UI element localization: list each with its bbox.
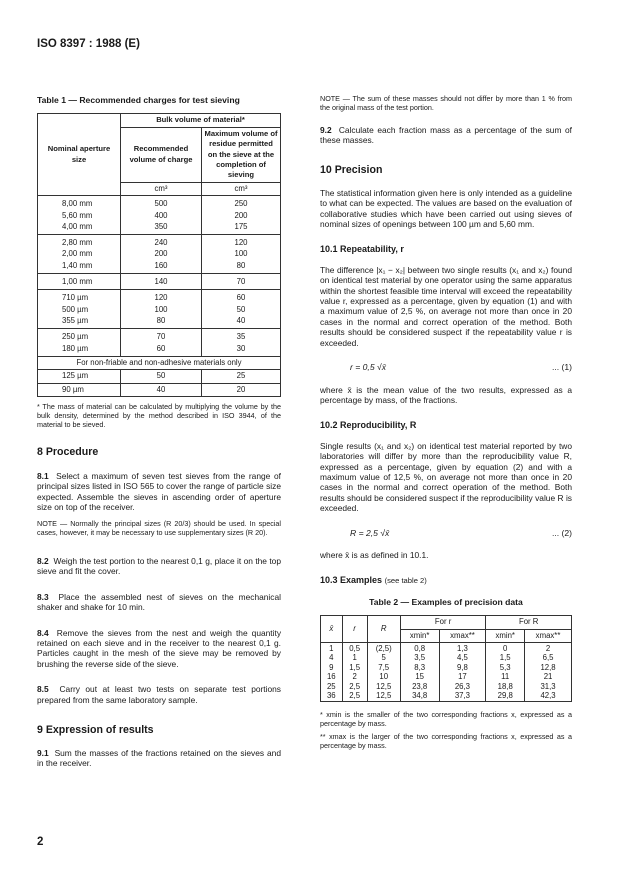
paragraph-10: The statistical information given here is only intended as a guideline to what can be expected. The values are based on the evaluation of collaborative studies which have been carried out using sieves of nominal sizes of openings between 100 µm and 5,60 mm. [320, 187, 572, 230]
table1-volume-cell-value: 120 [154, 293, 168, 303]
paragraph-9-1-number: 9.1 [37, 747, 49, 758]
section-10-3-title-text: 10.3 Examples [320, 575, 383, 586]
col-R-max-header: xmax** [525, 629, 572, 642]
equation-2-number: ... (2) [551, 527, 572, 538]
table1-residue-cell: 25 [202, 370, 281, 383]
equation-1-formula: r = 0,5 √x̄ [350, 362, 387, 373]
document-header: ISO 8397 : 1988 (E) [37, 38, 140, 50]
paragraph-10-1: The difference |x₁ − x₂| between two single results (x₁ and x₂) found on identical test material by one operator using the same apparatus within the shortest feasible time interval will exceed the repeatability value r, expressed as a percentage, given by equation (1) and with a maximum value of 2,5 %, on average not more than once in 20 cases in the normal and correct operation of the method. Both results should be considered suspect if the repeatability value r is exceeded. [320, 264, 572, 348]
table2-cell: 2 [545, 644, 551, 653]
note-9-1: NOTE — The sum of these masses should not differ by more than 1 % from the original mass of the test portion. [320, 94, 572, 112]
table2-caption-text: — Examples of precision data [398, 596, 523, 607]
table2-cell: 29,8 [497, 691, 513, 701]
table2-cell: 1 [352, 653, 357, 663]
paragraph-9-2 [320, 125, 572, 146]
paragraph-8-1-number: 8.1 [37, 470, 49, 481]
table1-residue-cell-value: 80 [236, 260, 246, 270]
table1-footnote: * The mass of material can be calculated by multiplying the volume by the bulk density, determined by the method described in ISO 3944, of the material to be sieved. [37, 402, 281, 429]
table1-volume-cell-value: 350 [154, 221, 168, 231]
paragraph-9-1-text: Sum the masses of the fractions retained on the sieves and in the receiver. [37, 747, 281, 768]
group-for-R-header: For R [486, 616, 572, 629]
section-10-1-title: 10.1 Repeatability, r [320, 244, 404, 255]
table1-residue-cell-value: 100 [234, 249, 248, 259]
table1-residue-cell-value: 60 [236, 293, 246, 303]
table1-aperture-cell-value: 1,00 mm [62, 277, 93, 287]
table1-residue-cell [202, 290, 281, 329]
section-10-3-title [320, 575, 572, 586]
table1-residue-cell-value: 70 [236, 277, 246, 287]
table2-cell: 10 [379, 672, 389, 682]
table1-aperture-cell [38, 274, 121, 290]
table1-aperture-cell: 125 µm [38, 370, 121, 383]
table1-recommended-charges [37, 113, 281, 397]
table2-cell: 5 [381, 653, 386, 663]
table1-aperture-cell-value: 2,00 mm [62, 249, 93, 259]
unit-recommended: cm³ [121, 182, 202, 195]
table1-residue-cell [202, 329, 281, 357]
table1-caption-text: — Recommended charges for test sieving [65, 95, 240, 105]
paragraph-8-1 [37, 471, 281, 513]
col-R-header: R [367, 616, 400, 643]
table2-cell: (2,5) [375, 644, 392, 653]
table1-aperture-cell-value: 180 µm [62, 343, 89, 353]
note-8-1: NOTE — Normally the principal sizes (R 20/3) should be used. In special cases, however, it may be necessary to use supplementary sizes (R 20). [37, 519, 281, 538]
table2-cell: 0,5 [349, 644, 361, 653]
table2-cell: 3,5 [414, 653, 426, 663]
table1-row-group [38, 196, 281, 235]
table1-residue-cell-value: 35 [236, 332, 246, 342]
equation-1-number: ... (1) [551, 362, 572, 373]
col-R-min-header: xmin* [486, 629, 525, 642]
table1-volume-cell-value: 100 [154, 304, 168, 314]
col-r-min-header: xmin* [400, 629, 439, 642]
table2-cell: 12,5 [376, 691, 392, 701]
col-r-header: r [342, 616, 367, 643]
col-xbar-header: x̄ [321, 616, 343, 643]
section-10-2-title: 10.2 Reproducibility, R [320, 420, 417, 431]
table1-row [38, 383, 281, 396]
paragraph-8-4-text: Remove the sieves from the nest and weigh the quantity retained on each sieve and in the receiver to the nearest 0,1 g. Particles caught in the mesh of the sieve may be removed by brushing the reverse side of the sieve. [37, 627, 282, 669]
page-number: 2 [37, 836, 44, 848]
table1-residue-cell-value: 120 [234, 238, 248, 248]
paragraph-8-5-number: 8.5 [37, 684, 49, 695]
table1-row-group [38, 274, 281, 290]
table2-caption [320, 597, 572, 607]
col-bulk-volume-header: Bulk volume of material* [121, 114, 281, 127]
paragraph-10-2-where: where x̄ is as defined in 10.1. [320, 549, 429, 560]
table1-caption-label: Table 1 [37, 95, 66, 105]
unit-maximum: cm³ [202, 182, 281, 195]
table1-aperture-cell [38, 235, 121, 274]
right-column [320, 95, 572, 751]
paragraph-8-5 [37, 684, 281, 705]
col-maximum-header: Maximum volume of residue permitted on the sieve at the completion of sieving [202, 127, 281, 182]
table1-volume-cell: 50 [121, 370, 202, 383]
table1-residue-cell [202, 235, 281, 274]
table1-volume-cell: 40 [121, 383, 202, 396]
table2-cell: 4 [329, 653, 334, 663]
table2-cell: 12,8 [540, 662, 556, 672]
table2-cell: 42,3 [540, 691, 556, 701]
table2-cell: 0 [503, 644, 508, 653]
col-aperture-header: Nominal aperture size [38, 114, 121, 196]
table1-row [38, 370, 281, 383]
table1-volume-cell-value: 60 [156, 343, 166, 353]
paragraph-9-1 [37, 748, 281, 769]
table1-volume-cell [121, 235, 202, 274]
table2-cell: 25 [326, 681, 336, 691]
table1-volume-cell-value: 500 [154, 199, 168, 209]
table2-caption-label: Table 2 [369, 596, 399, 607]
paragraph-8-4 [37, 628, 281, 670]
paragraph-9-2-number: 9.2 [320, 124, 332, 135]
table1-volume-cell-value: 400 [154, 210, 168, 220]
section-10-title: 10 Precision [320, 164, 383, 177]
table1-aperture-cell-value: 355 µm [62, 315, 89, 325]
section-10-3-ref: (see table 2) [384, 576, 427, 586]
table1-row-group [38, 235, 281, 274]
table2-cell: 2,5 [349, 681, 361, 691]
table1-aperture-cell [38, 329, 121, 357]
table2-cell: 1,5 [349, 662, 361, 672]
table2-cell: 12,5 [376, 681, 392, 691]
paragraph-8-2 [37, 556, 281, 577]
table2-cell: 1,5 [499, 653, 511, 663]
table2-cell: 21 [543, 672, 553, 682]
table2-col-Rmax [525, 643, 572, 702]
table2-footnote-1: * xmin is the smaller of the two corresponding fractions x, expressed as a percentage by mass. [320, 710, 572, 729]
paragraph-10-1-where: where x̄ is the mean value of the two results, expressed as a percentage by mass, of the fractions. [320, 384, 572, 405]
table2-cell: 5,3 [499, 662, 511, 672]
table1-aperture-cell-value: 710 µm [62, 293, 89, 303]
table2-cell: 17 [458, 672, 467, 682]
equation-1 [320, 362, 572, 372]
table1-aperture-cell-value: 1,40 mm [62, 260, 93, 270]
table2-cell: 2 [352, 672, 357, 682]
paragraph-8-2-number: 8.2 [37, 556, 49, 567]
table1-volume-cell [121, 196, 202, 235]
table1-caption [37, 95, 281, 105]
paragraph-8-4-number: 8.4 [37, 627, 49, 638]
table1-residue-cell-value: 175 [234, 221, 248, 231]
table1-residue-cell: 20 [202, 383, 281, 396]
paragraph-8-5-text: Carry out at least two tests on separate test portions prepared from the same laboratory sample. [37, 684, 281, 705]
table1-volume-cell-value: 70 [156, 332, 166, 342]
table1-residue-cell-value: 250 [234, 199, 248, 209]
table1-residue-cell-value: 30 [236, 343, 246, 353]
table2-cell: 26,3 [454, 681, 471, 691]
table1-subheading: For non-friable and non-adhesive materials only [38, 356, 281, 369]
table1-volume-cell-value: 240 [154, 238, 168, 248]
paragraph-8-2-text: Weigh the test portion to the nearest 0,1 g, place it on the top sieve and fit the cover. [37, 556, 281, 577]
table1-aperture-cell [38, 290, 121, 329]
table1-residue-cell-value: 200 [234, 210, 248, 220]
table2-cell: 36 [326, 691, 336, 701]
col-recommended-header: Recommended volume of charge [121, 127, 202, 182]
paragraph-10-2: Single results (x₁ and x₂) on identical test material reported by two laboratories will differ by more than the reproducibility value R, expressed as a percentage, given by equation (2) and with a maximum value of 12,5 %, on average not more than once in 20 cases in the normal and correct operation of the method. Both results should be considered suspect if the reproducibility value R is exceeded. [320, 440, 572, 514]
group-for-r-header: For r [400, 616, 486, 629]
section-9-title: 9 Expression of results [37, 724, 154, 737]
table2-col-rmin [400, 643, 439, 702]
table1-aperture-cell [38, 196, 121, 235]
table1-residue-cell-value: 50 [236, 304, 246, 314]
table1-aperture-cell-value: 2,80 mm [62, 238, 93, 248]
table2-data-row [321, 643, 572, 702]
paragraph-8-3-text: Place the assembled nest of sieves on the mechanical shaker and shake for 10 min. [37, 591, 281, 613]
table2-cell: 11 [501, 672, 510, 682]
table1-volume-cell [121, 329, 202, 357]
paragraph-8-3-number: 8.3 [37, 591, 49, 602]
table2-cell: 1,3 [457, 644, 468, 653]
table2-col-r [342, 643, 367, 702]
table2-cell: 7,5 [378, 662, 390, 672]
table2-col-Rmin [486, 643, 525, 702]
table2-cell: 31,3 [540, 681, 556, 691]
section-8-title: 8 Procedure [37, 446, 99, 459]
table2-cell: 9,8 [457, 662, 468, 672]
table2-cell: 15 [415, 672, 424, 682]
table2-cell: 34,8 [412, 691, 428, 701]
table2-cell: 2,5 [349, 691, 361, 701]
table1-volume-cell-value: 160 [154, 260, 168, 270]
table2-cell: 8,3 [414, 662, 426, 672]
table1-row-group [38, 329, 281, 357]
table1-volume-cell-value: 200 [154, 249, 168, 259]
table2-cell: 6,5 [542, 653, 554, 663]
table1-volume-cell-value: 140 [154, 277, 168, 287]
table2-cell: 1 [329, 644, 334, 653]
table2-footnote-2: ** xmax is the larger of the two corresponding fractions x, expressed as a percentage by mass. [320, 732, 572, 750]
table2-cell: 37,3 [454, 691, 471, 701]
left-column [37, 95, 281, 768]
table2-cell: 18,8 [497, 681, 513, 691]
table1-aperture-cell-value: 8,00 mm [62, 199, 93, 209]
equation-2-formula: R = 2,5 √x̄ [350, 527, 390, 538]
table1-volume-cell [121, 290, 202, 329]
table1-volume-cell-value: 80 [156, 315, 166, 325]
table2-col-rmax [439, 643, 486, 702]
table2-precision-data [320, 615, 572, 702]
table1-aperture-cell-value: 4,00 mm [62, 221, 93, 231]
table1-aperture-cell-value: 250 µm [62, 332, 89, 342]
paragraph-9-2-text: Calculate each fraction mass as a percentage of the sum of these masses. [320, 124, 573, 145]
table1-residue-cell [202, 274, 281, 290]
table2-cell: 23,8 [412, 681, 428, 691]
table2-cell: 4,5 [457, 653, 468, 663]
table1-extra-body [38, 370, 281, 397]
table1-body [38, 196, 281, 357]
table2-cell: 0,8 [414, 644, 426, 653]
table2-cell: 9 [329, 662, 334, 672]
equation-2 [320, 528, 572, 538]
table1-aperture-cell-value: 500 µm [62, 304, 89, 314]
table1-volume-cell [121, 274, 202, 290]
table1-aperture-cell-value: 5,60 mm [62, 210, 93, 220]
table1-aperture-cell: 90 µm [38, 383, 121, 396]
table1-row-group [38, 290, 281, 329]
paragraph-8-1-text: Select a maximum of seven test sieves from the range of principal sizes listed in ISO 565 to cover the range of particle size expected. Assemble the sieves in ascending order of aperture size on top of the receiver. [37, 470, 281, 513]
col-r-max-header: xmax** [439, 629, 486, 642]
table2-col-x [321, 643, 343, 702]
paragraph-8-3 [37, 592, 281, 613]
table1-residue-cell-value: 40 [236, 315, 246, 325]
table2-col-R [367, 643, 400, 702]
table1-residue-cell [202, 196, 281, 235]
table2-cell: 16 [326, 672, 336, 682]
